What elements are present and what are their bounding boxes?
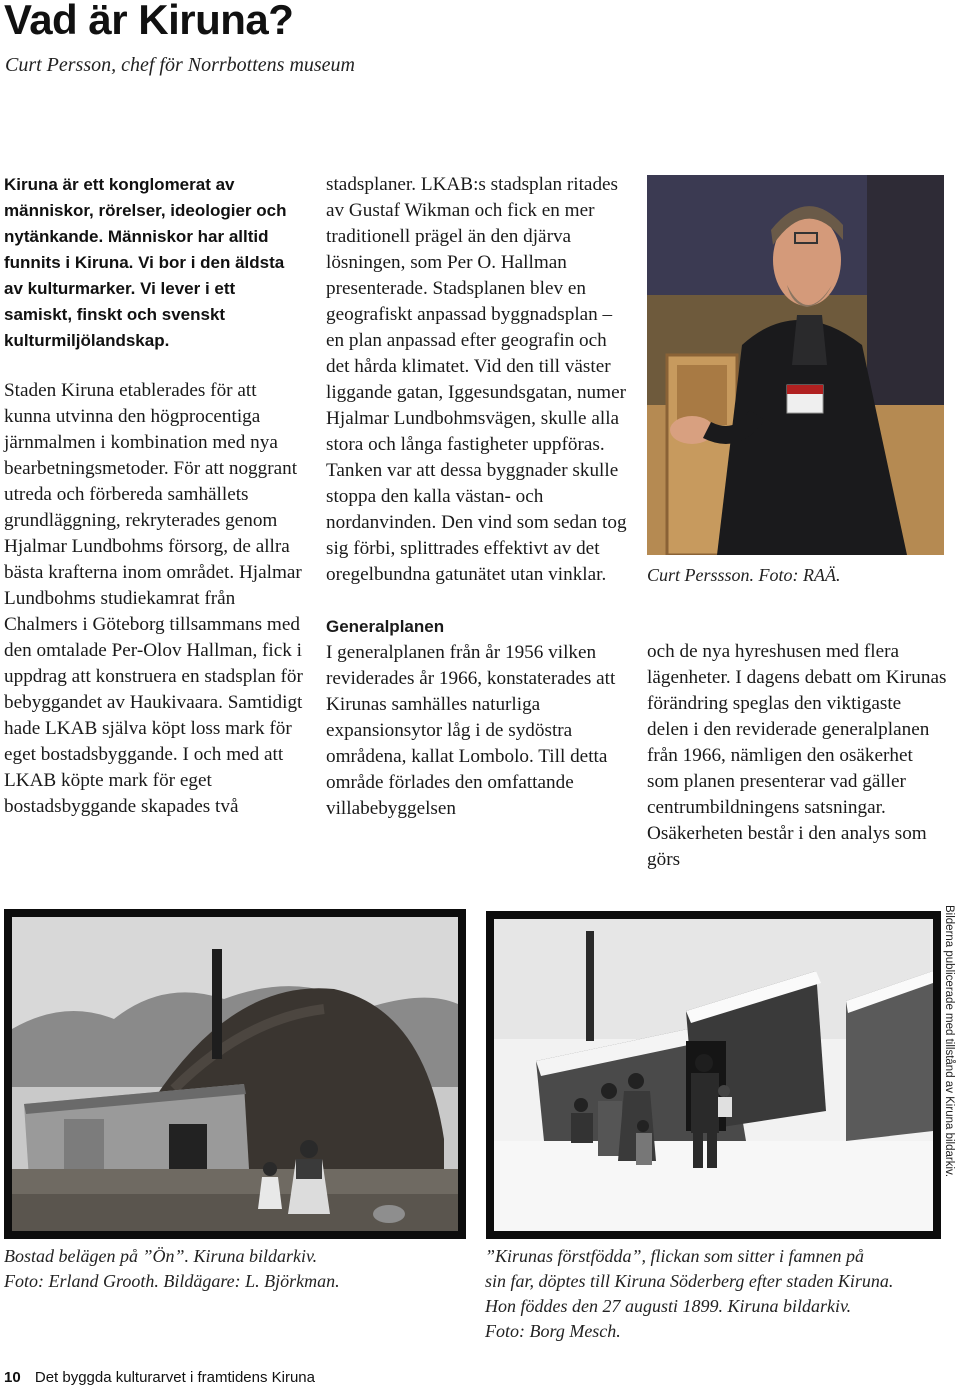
- caption-line: Hon föddes den 27 augusti 1899. Kiruna bildarkiv.: [485, 1296, 852, 1316]
- article-column-2: [326, 172, 628, 822]
- body-paragraph: och de nya hyreshusen med flera lägenheter. I dagens debatt om Kirunas förändring speglas den viktigaste delen i den reviderade generalplanen från 1966, nämligen den osäkerhet som planen presenterar vad gäller centrumbildningens satsningar. Osäkerheten består i den analys som görs: [647, 641, 947, 870]
- section-heading: Generalplanen: [326, 617, 445, 636]
- caption-line: Bostad belägen på ”Ön”. Kiruna bildarkiv.: [4, 1246, 318, 1266]
- caption-line: Foto: Borg Mesch.: [485, 1321, 621, 1341]
- article-column-1: [4, 172, 304, 820]
- caption-line: Foto: Erland Grooth. Bildägare: L. Björkman.: [4, 1271, 340, 1291]
- caption-line: sin far, döptes till Kiruna Söderberg efter staden Kiruna.: [485, 1271, 894, 1291]
- portrait-caption: Curt Perssson. Foto: RAÄ.: [647, 565, 841, 585]
- publication-title: Det byggda kulturarvet i framtidens Kiruna: [34, 1369, 315, 1386]
- body-paragraph: I generalplanen från år 1956 vilken reviderades år 1966, konstaterades att Kirunas samhälles naturliga expansionsytor låg i de sydöstra områdena, kallat Lombolo. Till detta område förlades den omfattande villabebyggelsen: [326, 642, 616, 819]
- photo-caption-left: [4, 1244, 469, 1294]
- article-column-3: [647, 639, 947, 873]
- image-credit-note: [943, 905, 960, 1178]
- byline: Curt Persson, chef för Norrbottens museum: [5, 54, 355, 76]
- historic-photo-sod-house: [4, 909, 466, 1239]
- body-paragraph: stadsplaner. LKAB:s stadsplan ritades av Gustaf Wikman och fick en mer traditionell prägel än den djärva lösningen, som Per O. Hallman presenterade. Stadsplanen blev en geografiskt anpassad byggnadsplan – en plan anpassad efter geografin och det hårda klimatet. Vid den till väster liggande gatan, Iggesundsgatan, numer Hjalmar Lundbohmsvägen, skulle alla stora och långa fastigheter uppföras. Tanken var att dessa byggnader skulle stoppa den kalla västan- och nordanvinden. Den vind som sedan tog sig förbi, splittrades effektivt av det oregelbundna gatunätet utan vinklar.: [326, 174, 627, 585]
- portrait-photo: [647, 175, 944, 555]
- photo-caption-right: [485, 1244, 945, 1344]
- page-title: Vad är Kiruna?: [4, 0, 294, 43]
- image-credit-text: Bilderna publicerade med tillstånd av Kiruna bildarkiv.: [943, 905, 955, 1178]
- historic-photo-family-winter: [486, 911, 941, 1239]
- caption-line: ”Kirunas förstfödda”, flickan som sitter i famnen på: [485, 1246, 865, 1266]
- page-number: 10: [4, 1369, 21, 1386]
- page-footer: [4, 1369, 315, 1386]
- lead-paragraph: Kiruna är ett konglomerat av människor, rörelser, ideologier och nytänkande. Människor har alltid funnits i Kiruna. Vi bor i den äldsta av kulturmarker. Vi lever i ett samiskt, finskt och svenskt kulturmiljölandskap.: [4, 175, 287, 350]
- body-paragraph: Staden Kiruna etablerades för att kunna utvinna den högprocentiga järnmalmen i kombination med nya bearbetningsmetoder. För att noggrant utreda och förbereda samhällets grundläggning, rekryterades genom Hjalmar Lundbohms försorg, de allra bästa krafterna inom området. Hjalmar Lundbohms studiekamrat från Chalmers i Göteborg tillsammans med den omtalade Per-Olov Hallman, fick i uppdrag att konstruera en stadsplan för bebyggandet av Haukivaara. Samtidigt hade LKAB själva köpt loss mark för eget bostadsbyggande. I och med att LKAB köpte mark för eget bostadsbyggande skapades två: [4, 380, 303, 817]
